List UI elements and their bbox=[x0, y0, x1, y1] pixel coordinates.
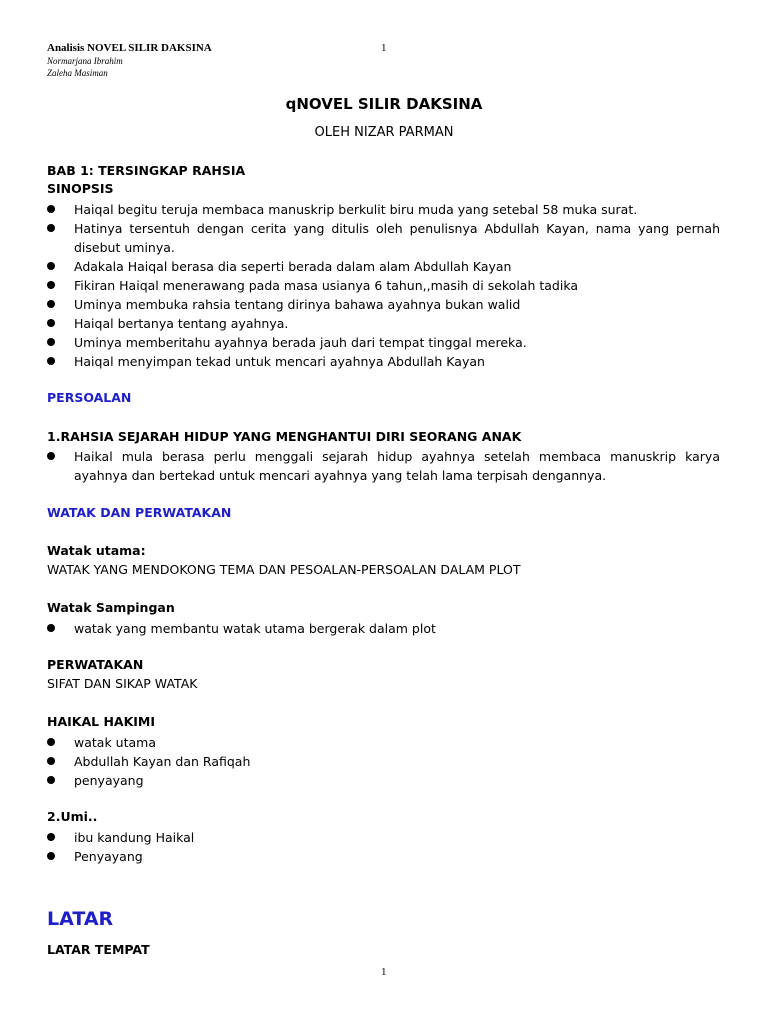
sinopsis-item-text: Haiqal begitu teruja membaca manuskrip berkulit biru muda yang setebal 58 muka surat. bbox=[74, 202, 638, 217]
sinopsis-item bbox=[47, 333, 720, 352]
haikal-hakimi-label: HAIKAL HAKIMI bbox=[47, 714, 156, 729]
bullet-icon bbox=[47, 224, 55, 232]
bullet-icon bbox=[47, 319, 55, 327]
sinopsis-item-text: Fikiran Haiqal menerawang pada masa usianya 6 tahun,,masih di sekolah tadika bbox=[74, 278, 579, 293]
footer-page-number: 1 bbox=[381, 966, 387, 978]
perwatakan-label: PERWATAKAN bbox=[47, 657, 144, 672]
bullet-icon bbox=[47, 738, 55, 746]
bullet-icon bbox=[47, 776, 55, 784]
umi-label: 2.Umi.. bbox=[47, 809, 98, 824]
running-header-page-number: 1 bbox=[381, 42, 387, 54]
list-item-text: ibu kandung Haikal bbox=[74, 830, 195, 845]
list-item bbox=[47, 619, 720, 638]
latar-heading: LATAR bbox=[47, 908, 114, 930]
watak-sampingan-definition: watak yang membantu watak utama bergerak dalam plot bbox=[74, 621, 436, 636]
sinopsis-item bbox=[47, 200, 720, 219]
sinopsis-item-text: Haiqal bertanya tentang ayahnya. bbox=[74, 316, 289, 331]
list-item-text: Abdullah Kayan dan Rafiqah bbox=[74, 754, 251, 769]
bullet-icon bbox=[47, 262, 55, 270]
watak-utama-label: Watak utama: bbox=[47, 543, 146, 558]
list-item-text: Penyayang bbox=[74, 849, 143, 864]
list-item bbox=[47, 847, 720, 866]
sinopsis-item-text: Uminya memberitahu ayahnya berada jauh dari tempat tinggal mereka. bbox=[74, 335, 527, 350]
list-item-text: penyayang bbox=[74, 773, 144, 788]
bullet-icon bbox=[47, 205, 55, 213]
sinopsis-item bbox=[47, 257, 720, 276]
bullet-icon bbox=[47, 281, 55, 289]
sinopsis-item bbox=[47, 276, 720, 295]
perwatakan-definition: SIFAT DAN SIKAP WATAK bbox=[47, 676, 198, 691]
watak-sampingan-label: Watak Sampingan bbox=[47, 600, 175, 615]
sinopsis-item bbox=[47, 295, 720, 314]
sinopsis-item-text: Adakala Haiqal berasa dia seperti berada dalam alam Abdullah Kayan bbox=[74, 259, 512, 274]
sinopsis-heading: SINOPSIS bbox=[47, 181, 114, 196]
sinopsis-item bbox=[47, 352, 720, 371]
sinopsis-item-text: Uminya membuka rahsia tentang dirinya bahawa ayahnya bukan walid bbox=[74, 297, 521, 312]
persoalan-heading: PERSOALAN bbox=[47, 390, 132, 405]
list-item-text: watak utama bbox=[74, 735, 156, 750]
bullet-icon bbox=[47, 833, 55, 841]
sinopsis-item bbox=[47, 314, 720, 333]
bullet-icon bbox=[47, 852, 55, 860]
author-name: Normarjana Ibrahim bbox=[47, 56, 123, 66]
list-item bbox=[47, 771, 720, 790]
bullet-icon bbox=[47, 300, 55, 308]
list-item bbox=[47, 828, 720, 847]
bullet-icon bbox=[47, 357, 55, 365]
chapter-heading: BAB 1: TERSINGKAP RAHSIA bbox=[47, 163, 246, 178]
bullet-icon bbox=[47, 338, 55, 346]
sinopsis-item-text: Hatinya tersentuh dengan cerita yang ditulis oleh penulisnya Abdullah Kayan, nama yang pernah disebut uminya. bbox=[74, 221, 720, 255]
document-subtitle: OLEH NIZAR PARMAN bbox=[314, 125, 454, 140]
persoalan-item bbox=[47, 447, 720, 485]
persoalan-item-heading: 1.RAHSIA SEJARAH HIDUP YANG MENGHANTUI DIRI SEORANG ANAK bbox=[47, 429, 522, 444]
author-name: Zaleha Masiman bbox=[47, 68, 108, 78]
list-item bbox=[47, 733, 720, 752]
sinopsis-item bbox=[47, 219, 720, 257]
bullet-icon bbox=[47, 757, 55, 765]
bullet-icon bbox=[47, 452, 55, 460]
sinopsis-item-text: Haiqal menyimpan tekad untuk mencari ayahnya Abdullah Kayan bbox=[74, 354, 485, 369]
watak-utama-definition: WATAK YANG MENDOKONG TEMA DAN PESOALAN-PERSOALAN DALAM PLOT bbox=[47, 562, 521, 577]
persoalan-item-text: Haikal mula berasa perlu menggali sejarah hidup ayahnya setelah membaca manuskrip karya ayahnya dan bertekad untuk mencari ayahnya yang telah lama terpisah dengannya. bbox=[74, 449, 720, 483]
bullet-icon bbox=[47, 624, 55, 632]
document-title: qNOVEL SILIR DAKSINA bbox=[285, 95, 483, 113]
latar-tempat-heading: LATAR TEMPAT bbox=[47, 942, 150, 957]
watak-heading: WATAK DAN PERWATAKAN bbox=[47, 505, 232, 520]
running-header-title: Analisis NOVEL SILIR DAKSINA bbox=[47, 42, 212, 54]
list-item bbox=[47, 752, 720, 771]
